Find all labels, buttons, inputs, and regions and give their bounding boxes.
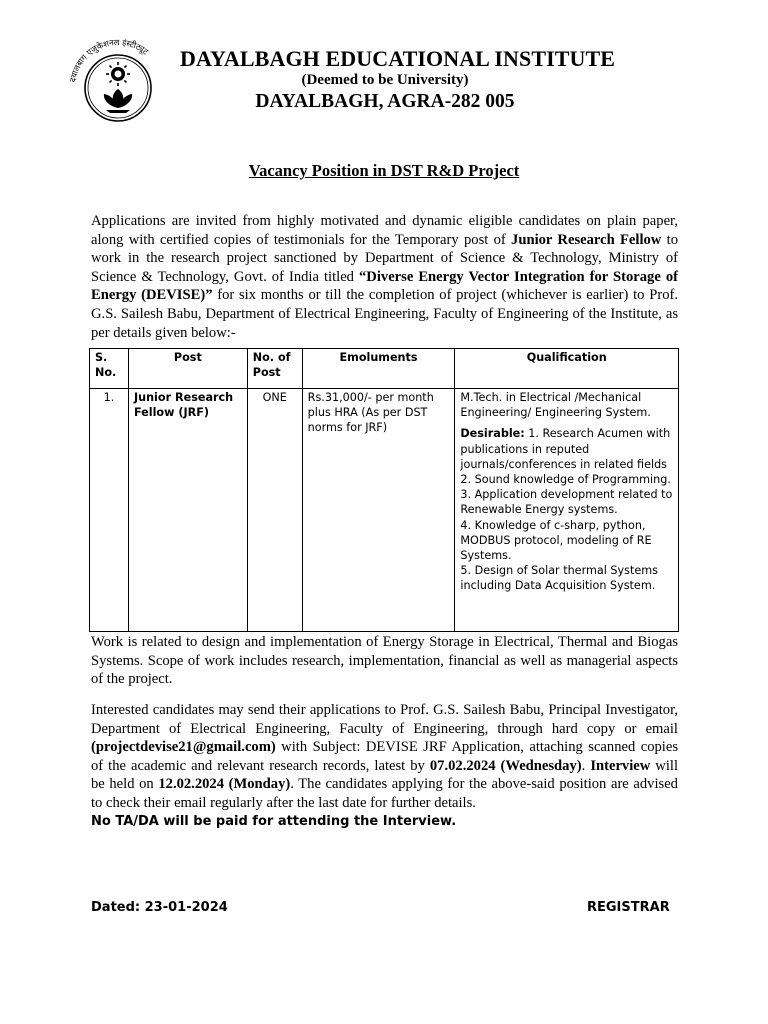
header-num-posts: No. of Post — [247, 349, 302, 389]
qualification-desirable-1 — [460, 426, 673, 472]
dated-label: Dated: 23-01-2024 — [91, 900, 228, 915]
qualification-desirable-4: 4. Knowledge of c-sharp, python, MODBUS protocol, modeling of RE Systems. — [460, 518, 652, 563]
cell-emoluments: Rs.31,000/- per month plus HRA (As per DST norms for JRF) — [302, 389, 455, 632]
deemed-university-label: (Deemed to be University) — [301, 72, 469, 88]
registrar-signature: REGISTRAR — [587, 900, 670, 915]
qualification-desirable-2: 2. Sound knowledge of Programming. — [460, 473, 671, 487]
desirable-1-text: 1. Research Acumen with publications in reputed journals/conferences in related fields — [460, 427, 671, 471]
intro-text-1: Applications are invited from highly motivated and dynamic eligible candidates on plain paper, along with certified copies of testimonials for the Temporary post of — [91, 213, 678, 248]
qualification-desirable-5: 5. Design of Solar thermal Systems including Data Acquisition System. — [460, 564, 658, 593]
apply-paragraph — [91, 701, 678, 813]
apply-text-4: will be held on — [91, 757, 679, 793]
interview-label: Interview — [590, 757, 651, 774]
project-title: “Diverse Energy Vector Integration for Storage of Energy (DEVISE)” — [91, 268, 678, 304]
post-name: Junior Research Fellow — [511, 231, 662, 248]
apply-text-2: with Subject: DEVISE JRF Application, attaching scanned copies of the academic and relevant research records, latest by — [91, 739, 678, 774]
vacancy-table — [89, 348, 679, 632]
institute-seal-logo — [66, 36, 170, 140]
intro-text-3: for six months or till the completion of project (whichever is earlier) to Prof. G.S. Sailesh Babu, Department of Electrical Engineering, Faculty of Engineering of the Institute, as per details given below:- — [91, 287, 679, 341]
work-paragraph: Work is related to design and implementation of Energy Storage in Electrical, Thermal and Biogas Systems. Scope of work includes research, implementation, financial as well as managerial aspects of the project. — [91, 634, 678, 688]
cell-post: Junior Research Fellow (JRF) — [128, 389, 247, 632]
institute-address: DAYALBAGH, AGRA-282 005 — [255, 91, 515, 112]
contact-email: (projectdevise21@gmail.com) — [91, 739, 276, 756]
desirable-label: Desirable: — [460, 427, 525, 441]
intro-paragraph — [91, 212, 678, 342]
interview-date: 12.02.2024 (Monday) — [158, 776, 291, 793]
apply-text-1: Interested candidates may send their applications to Prof. G.S. Sailesh Babu, Principal Investigator, Department of Electrical Engineering, Faculty of Engineering, through hard copy or email — [91, 702, 678, 737]
header-sno: S. No. — [90, 349, 129, 389]
ta-da-note: No TA/DA will be paid for attending the Interview. — [91, 814, 457, 829]
header-qualification: Qualification — [455, 349, 679, 389]
cell-sno: 1. — [90, 389, 129, 632]
apply-text-5: . The candidates applying for the above-said position are advised to check their email regularly after the last date for further details. — [91, 776, 678, 811]
institute-name: DAYALBAGH EDUCATIONAL INSTITUTE — [180, 46, 616, 71]
page-title — [0, 161, 768, 181]
page-title-text: Vacancy Position in DST R&D Project — [248, 161, 520, 180]
header-post: Post — [128, 349, 247, 389]
apply-text-3: . — [581, 757, 591, 774]
application-deadline: 07.02.2024 (Wednesday) — [429, 757, 582, 774]
cell-qualification — [455, 389, 679, 632]
cell-num-posts: ONE — [247, 389, 302, 632]
header-emoluments: Emoluments — [302, 349, 455, 389]
table-header-row — [90, 349, 679, 389]
intro-text-2: to work in the research project sanctioned by Department of Science & Technology, Ministry of Science & Technology, Govt. of India titled — [91, 231, 678, 285]
qualification-desirable-3: 3. Application development related to Renewable Energy systems. — [460, 488, 673, 517]
svg-text:दयालबाग एजुकेशनल इंस्टीट्यूट: दयालबाग एजुकेशनल इंस्टीट्यूट — [67, 36, 151, 83]
table-row — [90, 389, 679, 632]
qualification-essential: M.Tech. in Electrical /Mechanical Engineering/ Engineering System. — [460, 391, 651, 420]
